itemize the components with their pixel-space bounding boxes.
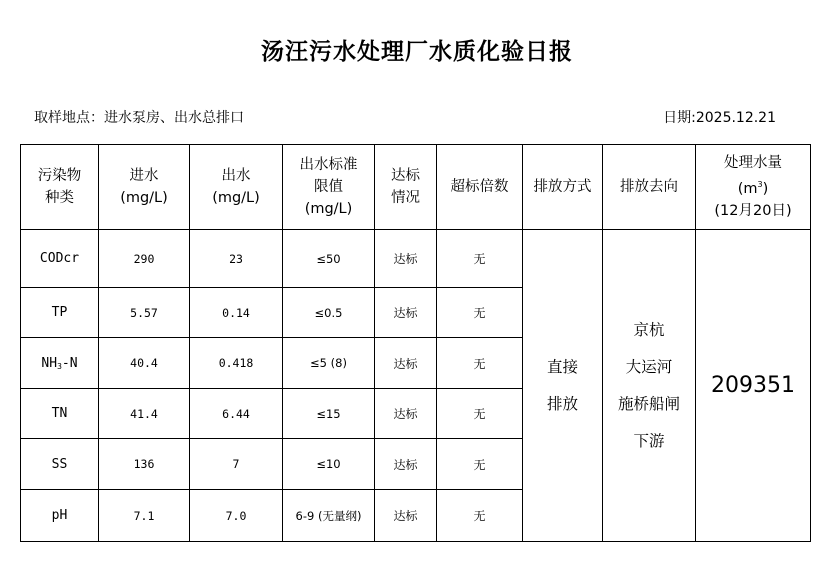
influent-value: 40.4	[99, 338, 190, 389]
limit-value: ≤0.5	[283, 288, 375, 338]
influent-value: 136	[99, 439, 190, 490]
pollutant-name: SS	[21, 439, 99, 490]
treated-volume-value: 209351	[696, 230, 811, 542]
table-row	[21, 230, 811, 288]
discharge-destination-cell: 京杭 大运河 施桥船闸 下游	[603, 230, 696, 542]
exceed-multiple: 无	[437, 439, 523, 490]
effluent-value: 6.44	[190, 389, 283, 439]
header-compliance: 达标 情况	[375, 145, 437, 230]
compliance-status: 达标	[375, 230, 437, 288]
pollutant-name: $NH_3-N$	[21, 338, 99, 389]
report-title: 汤汪污水处理厂水质化验日报	[261, 39, 573, 65]
header-treated-volume: 处理水量 $(m^3)$ (12月20日)	[696, 145, 811, 230]
header-influent: 进水 (mg/L)	[99, 145, 190, 230]
effluent-value: 0.418	[190, 338, 283, 389]
water-quality-table	[20, 144, 811, 542]
limit-value: ≤10	[283, 439, 375, 490]
compliance-status: 达标	[375, 288, 437, 338]
influent-value: 5.57	[99, 288, 190, 338]
pollutant-name: TN	[21, 389, 99, 439]
compliance-status: 达标	[375, 389, 437, 439]
header-effluent: 出水 (mg/L)	[190, 145, 283, 230]
influent-value: 7.1	[99, 490, 190, 542]
limit-value: ≤15	[283, 389, 375, 439]
compliance-status: 达标	[375, 439, 437, 490]
report-date: 日期:2025.12.21	[663, 110, 776, 126]
limit-value: ≤50	[283, 230, 375, 288]
effluent-value: 0.14	[190, 288, 283, 338]
compliance-status: 达标	[375, 490, 437, 542]
exceed-multiple: 无	[437, 338, 523, 389]
pollutant-name: CODcr	[21, 230, 99, 288]
exceed-multiple: 无	[437, 288, 523, 338]
effluent-value: 7	[190, 439, 283, 490]
header-pollutant-type: 污染物 种类	[21, 145, 99, 230]
influent-value: 41.4	[99, 389, 190, 439]
limit-value: ≤5 (8)	[283, 338, 375, 389]
header-limit: 出水标准 限值 (mg/L)	[283, 145, 375, 230]
pollutant-name: pH	[21, 490, 99, 542]
discharge-method-cell: 直接 排放	[523, 230, 603, 542]
compliance-status: 达标	[375, 338, 437, 389]
header-row	[21, 145, 811, 230]
effluent-value: 23	[190, 230, 283, 288]
pollutant-name: TP	[21, 288, 99, 338]
header-discharge-method: 排放方式	[523, 145, 603, 230]
sampling-location: 取样地点：进水泵房、出水总排口	[34, 110, 244, 126]
exceed-multiple: 无	[437, 389, 523, 439]
header-exceed-multiple: 超标倍数	[437, 145, 523, 230]
limit-value: 6-9 (无量纲)	[283, 490, 375, 542]
influent-value: 290	[99, 230, 190, 288]
exceed-multiple: 无	[437, 490, 523, 542]
effluent-value: 7.0	[190, 490, 283, 542]
header-discharge-destination: 排放去向	[603, 145, 696, 230]
exceed-multiple: 无	[437, 230, 523, 288]
